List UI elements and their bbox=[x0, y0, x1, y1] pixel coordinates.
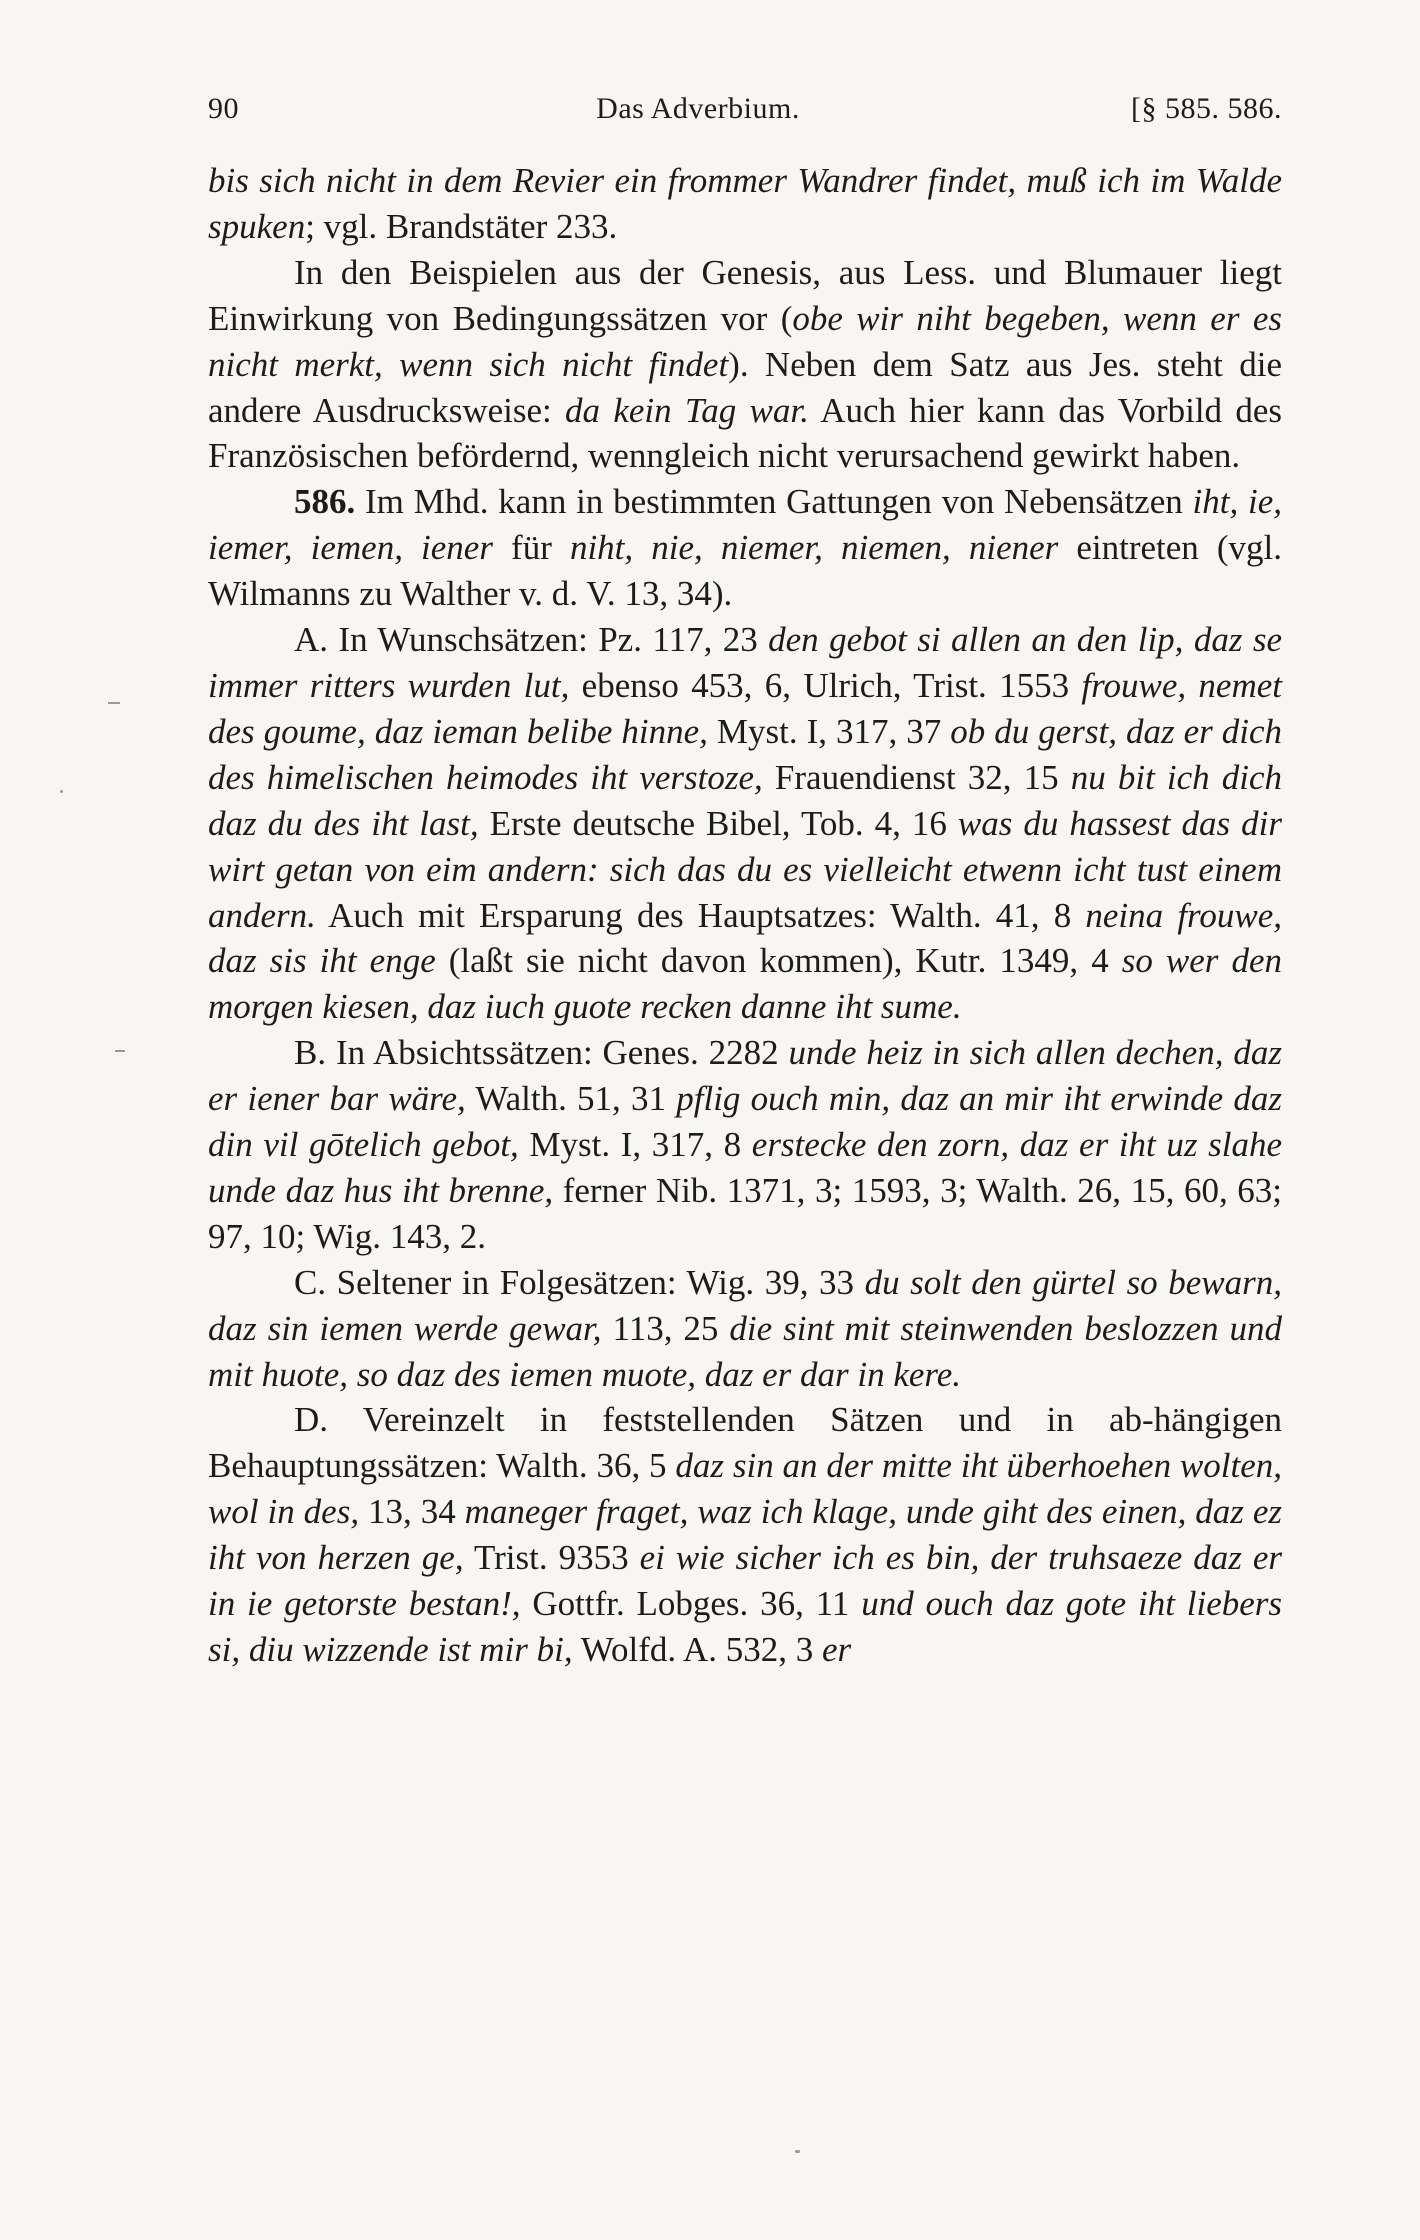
example-quote: obe wir niht begeben, wenn er es nicht merkt, wenn sich nicht findet bbox=[208, 298, 1282, 384]
example-quote: er bbox=[821, 1630, 852, 1669]
example-quote: pflig ouch min, daz an mir iht erwinde daz din vil gōtelich gebot, bbox=[208, 1079, 1282, 1165]
paragraph-genesis-note bbox=[208, 250, 1282, 480]
example-quote: neina frouwe, daz sis iht enge bbox=[208, 895, 1282, 981]
text-run: ebenso 453, 6, Ulrich, Trist. 1553 bbox=[569, 665, 1082, 705]
paragraph-c-folgesaetze bbox=[208, 1260, 1282, 1398]
running-head bbox=[208, 92, 1282, 138]
text-run: für bbox=[492, 528, 570, 568]
example-quote: und ouch daz gote iht liebers si, diu wizzende ist mir bi, bbox=[208, 1584, 1283, 1669]
text-run: ). Neben dem Satz aus Jes. steht die andere Ausdrucksweise: bbox=[208, 344, 1282, 430]
scan-mark bbox=[115, 1050, 125, 1052]
text-run: Frauendienst 32, 15 bbox=[762, 757, 1071, 797]
paragraph-continuation bbox=[208, 158, 1282, 250]
text-run: C. Seltener in Folgesätzen: Wig. 39, 33 bbox=[294, 1262, 865, 1302]
book-page bbox=[208, 92, 1282, 1673]
text-run: B. In Absichtssätzen: Genes. 2282 bbox=[294, 1033, 789, 1073]
text-run: 113, 25 bbox=[601, 1308, 730, 1348]
text-run: Auch hier kann das Vorbild des Französischen befördernd, wenngleich nicht verursachend gewirkt haben. bbox=[208, 390, 1282, 476]
example-quote: ob du gerst, daz er dich des himelischen heimodes iht verstoze, bbox=[208, 711, 1282, 797]
example-quote: unde heiz in sich allen dechen, daz er iener bar wäre, bbox=[208, 1033, 1282, 1119]
example-quote: niht, nie, niemer, niemen, niener bbox=[569, 528, 1059, 568]
text-run: Trist. 9353 bbox=[463, 1538, 640, 1578]
example-quote: maneger fraget, waz ich klage, unde giht des einen, daz ez iht von herzen ge, bbox=[208, 1492, 1283, 1578]
text-run: Walth. 51, 31 bbox=[465, 1079, 677, 1119]
example-quote: daz sin an der mitte iht überhoehen wolten, wol in des, bbox=[208, 1446, 1282, 1532]
text-run: In den Beispielen aus der Genesis, aus Less. und Blumauer liegt Einwirkung von Bedingungssätzen vor ( bbox=[208, 252, 1282, 338]
example-quote: die sint mit steinwenden beslozzen und mit huote, so daz des iemen muote, daz er dar in kere. bbox=[208, 1308, 1282, 1394]
text-run: Myst. I, 317, 8 bbox=[518, 1125, 752, 1165]
example-quote: nu bit ich dich daz du des iht last, bbox=[208, 757, 1283, 843]
example-quote: erstecke den zorn, daz er iht uz slahe unde daz hus iht brenne, bbox=[208, 1125, 1282, 1210]
text-run: ; vgl. Brandstäter 233. bbox=[305, 206, 618, 246]
text-run: 13, 34 bbox=[359, 1492, 465, 1532]
scan-mark bbox=[60, 790, 63, 793]
example-quote: so wer den morgen kiesen, daz iuch guote recken danne iht sume. bbox=[208, 941, 1283, 1027]
text-run: (laßt sie nicht davon kommen), Kutr. 1349, 4 bbox=[435, 941, 1122, 981]
section-number: 586. bbox=[294, 482, 356, 522]
text-run: Im Mhd. kann in bestimmten Gattungen von Nebensätzen bbox=[355, 482, 1193, 522]
paragraph-b-absichtssaetze bbox=[208, 1030, 1282, 1260]
paragraph-section-586 bbox=[208, 479, 1282, 617]
text-run: Myst. I, 317, 37 bbox=[707, 711, 951, 751]
text-run: Auch mit Ersparung des Hauptsatzes: Walth. 41, 8 bbox=[315, 895, 1086, 935]
paragraph-a-wunschsaetze bbox=[208, 617, 1282, 1030]
scan-mark bbox=[795, 2150, 800, 2153]
text-run: eintreten (vgl. Wilmanns zu Walther v. d. V. 13, 34). bbox=[208, 528, 1283, 614]
example-quote: frouwe, nemet des goume, daz ieman belibe hinne, bbox=[208, 665, 1282, 751]
body-text bbox=[208, 158, 1282, 1673]
paragraph-d-feststellende-saetze bbox=[208, 1397, 1282, 1672]
section-reference: [§ 585. 586. bbox=[1131, 92, 1282, 125]
text-run: Wolfd. A. 532, 3 bbox=[572, 1630, 822, 1669]
scan-mark bbox=[108, 702, 120, 704]
example-quote: den gebot si allen an den lip, daz se immer ritters wurden lut, bbox=[208, 620, 1282, 705]
example-quote: bis sich nicht in dem Revier ein frommer Wandrer findet, muß ich im Walde spuken bbox=[208, 161, 1282, 246]
example-quote: was du hassest das dir wirt getan von eim andern: sich das du es vielleicht etwenn icht tust einem andern. bbox=[208, 803, 1282, 935]
text-run: A. In Wunschsätzen: Pz. 117, 23 bbox=[294, 620, 769, 660]
running-title: Das Adverbium. bbox=[596, 92, 800, 125]
example-quote: ei wie sicher ich es bin, der truhsaeze daz er in ie getorste bestan!, bbox=[208, 1538, 1283, 1624]
text-run: D. Vereinzelt in feststellenden Sätzen und in ab-hängigen Behauptungssätzen: Walth. 36, 5 bbox=[208, 1400, 1282, 1486]
example-quote: iht, ie, iemer, iemen, iener bbox=[208, 482, 1282, 568]
text-run: Erste deutsche Bibel, Tob. 4, 16 bbox=[478, 803, 958, 843]
text-run: ferner Nib. 1371, 3; 1593, 3; Walth. 26, 15, 60, 63; 97, 10; Wig. 143, 2. bbox=[208, 1170, 1282, 1256]
example-quote: du solt den gürtel so bewarn, daz sin iemen werde gewar, bbox=[208, 1262, 1283, 1348]
page-number: 90 bbox=[208, 92, 239, 125]
text-run: Gottfr. Lobges. 36, 11 bbox=[520, 1584, 862, 1624]
example-quote: da kein Tag war. bbox=[565, 390, 809, 430]
